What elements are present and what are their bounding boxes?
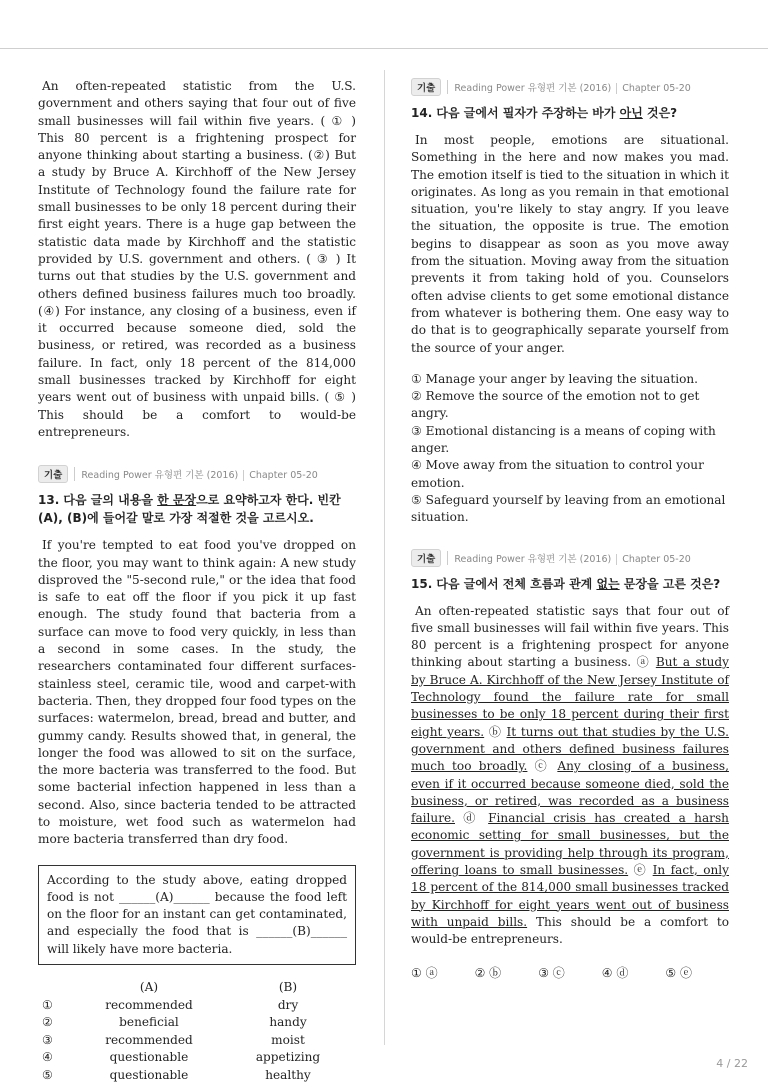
left-column bbox=[38, 78, 356, 1084]
q15-choice-5[interactable]: ⑤ ⓔ bbox=[665, 966, 692, 981]
q15-source: Reading Power 유형편 기본 (2016) Chapter 05-20 bbox=[447, 551, 690, 565]
q15-choice-2[interactable]: ② ⓑ bbox=[474, 966, 502, 981]
header-rule bbox=[0, 48, 768, 49]
passage-q12: An often-repeated statistic from the U.S. government and others saying that four out of five small businesses will fail within five years. ( ① ) This 80 percent is a frightening prospect for anyone thinking about starting a business. (②) But a study by Bruce A. Kirchhoff of the New Jersey Institute of Technology found the failure rate for small businesses to be only 18 percent during their first eight years. There is a huge gap between the statistic data made by Kirchhoff and the statistic provided by U.S. government and others. ( ③ ) It turns out that studies by the U.S. government and others defined business failures much too broadly. (④) For instance, any closing of a business, even if it occurred because someone died, sold the business, or retired, was recorded as a business failure. In fact, only 18 percent of the 814,000 small businesses tracked by Kirchhoff for eight years went out of business with unpaid bills. ( ⑤ ) This should be a comfort to would-be entrepreneurs. bbox=[38, 79, 356, 439]
q13-source-tag bbox=[38, 465, 356, 483]
answer-row[interactable]: ③ recommended moist bbox=[42, 1032, 305, 1047]
q13-badge: 기출 bbox=[38, 465, 68, 483]
q15-source-tag bbox=[411, 549, 729, 567]
q15-badge: 기출 bbox=[411, 549, 441, 567]
q15-choice-1[interactable]: ① ⓐ bbox=[411, 966, 438, 981]
q14-option-5[interactable]: ⑤ Safeguard yourself by leaving from an emotional situation. bbox=[411, 492, 726, 525]
q14-passage: In most people, emotions are situational. Something in the here and now makes you mad. The emotion itself is tied to the situation in which it originates. As long as you remain in that emotional situation, you're likely to stay angry. If you leave the situation, the opposite is true. The emotion begins to disappear as soon as you move away from the situation. Moving away from the situation prevents it from taking hold of you. Counselors often advise clients to get some emotional distance from whatever is bothering them. One easy way to do that is to geographically separate yourself from the source of your anger. bbox=[411, 133, 729, 355]
q14-badge: 기출 bbox=[411, 78, 441, 96]
q13-source: Reading Power 유형편 기본 (2016) Chapter 05-20 bbox=[74, 467, 317, 481]
answer-head-b: (B) bbox=[278, 980, 298, 995]
column-divider bbox=[384, 70, 385, 1045]
q13-title: 13. 다음 글의 내용을 한 문장으로 요약하고자 한다. 빈칸 (A), (B)에 들어갈 말로 가장 적절한 것을 고르시오. bbox=[38, 493, 341, 526]
answer-row[interactable]: ④ questionable appetizing bbox=[42, 1050, 321, 1065]
right-column bbox=[411, 78, 729, 981]
q14-options bbox=[411, 371, 729, 527]
page-number: 4 / 22 bbox=[716, 1057, 748, 1070]
q15-passage: An often-repeated statistic says that four out of five small businesses will fail within five years. This 80 percent is a frightening prospect for anyone thinking about starting a business. ⓐ But a study by Bruce A. Kirchhoff of the New Jersey Institute of Technology found the failure rate for small businesses to be only 18 percent during their first eight years. ⓑ It turns out that studies by the U.S. government and others defined business failures much too broadly. ⓒ Any closing of a business, even if it occurred because someone died, sold the business, or retired, was recorded as a business failure. ⓓ Financial crisis has created a harsh economic setting for small businesses, but the government is providing help through its program, offering loans to small businesses. ⓔ In fact, only 18 percent of the 814,000 small businesses tracked by Kirchhoff for eight years went out of business with unpaid bills. This should be a comfort to would-be entrepreneurs. bbox=[411, 603, 729, 947]
answer-row[interactable]: ⑤ questionable healthy bbox=[42, 1067, 311, 1082]
q14-option-4[interactable]: ④ Move away from the situation to control your emotion. bbox=[411, 458, 704, 490]
q14-title: 14. 다음 글에서 필자가 주장하는 바가 아닌 것은? bbox=[411, 106, 678, 120]
q15-title: 15. 다음 글에서 전체 흐름과 관계 없는 문장을 고른 것은? bbox=[411, 576, 721, 591]
q13-summary-box: According to the study above, eating dropped food is not ______(A)______ because the food left on the floor for an instant can get contaminated, and especially the food that is ______(B)______ will likely have more bacteria. bbox=[38, 865, 356, 965]
q13-answer-table bbox=[42, 979, 348, 1084]
q14-option-2[interactable]: ② Remove the source of the emotion not to get angry. bbox=[411, 389, 700, 421]
q15-choice-4[interactable]: ④ ⓓ bbox=[601, 966, 629, 981]
q15-choice-3[interactable]: ③ ⓒ bbox=[538, 966, 565, 981]
q14-source: Reading Power 유형편 기본 (2016) Chapter 05-20 bbox=[447, 80, 690, 94]
answer-row[interactable]: ② beneficial handy bbox=[42, 1015, 307, 1030]
answer-row[interactable]: ① recommended dry bbox=[42, 997, 299, 1012]
q14-source-tag bbox=[411, 78, 729, 96]
q14-option-1[interactable]: ① Manage your anger by leaving the situation. bbox=[411, 371, 699, 386]
q14-option-3[interactable]: ③ Emotional distancing is a means of coping with anger. bbox=[411, 423, 716, 456]
q13-passage: If you're tempted to eat food you've dropped on the floor, you may want to think again: A new study disproved the "5-second rule," or the idea that food is safe to eat off the floor if you pick it up fast enough. The study found that bacteria from a surface can move to food very quickly, in less than a second in some cases. In the study, the researchers contaminated four different surfaces- stainless steel, ceramic tile, wood and carpet-with bacteria. Then, they dropped four food types on the surfaces: watermelon, bread, bread and butter, and gummy candy. Results showed that, in general, the longer the food was allowed to sit on the surface, the more bacteria was transferred to the food. But some bacterial infection happened in less than a second. Also, since bacteria tended to be attracted to moisture, wet food such as watermelon had more bacteria transferred than dry food. bbox=[38, 538, 356, 847]
q15-choices bbox=[411, 964, 729, 981]
answer-head-a: (A) bbox=[139, 980, 159, 995]
